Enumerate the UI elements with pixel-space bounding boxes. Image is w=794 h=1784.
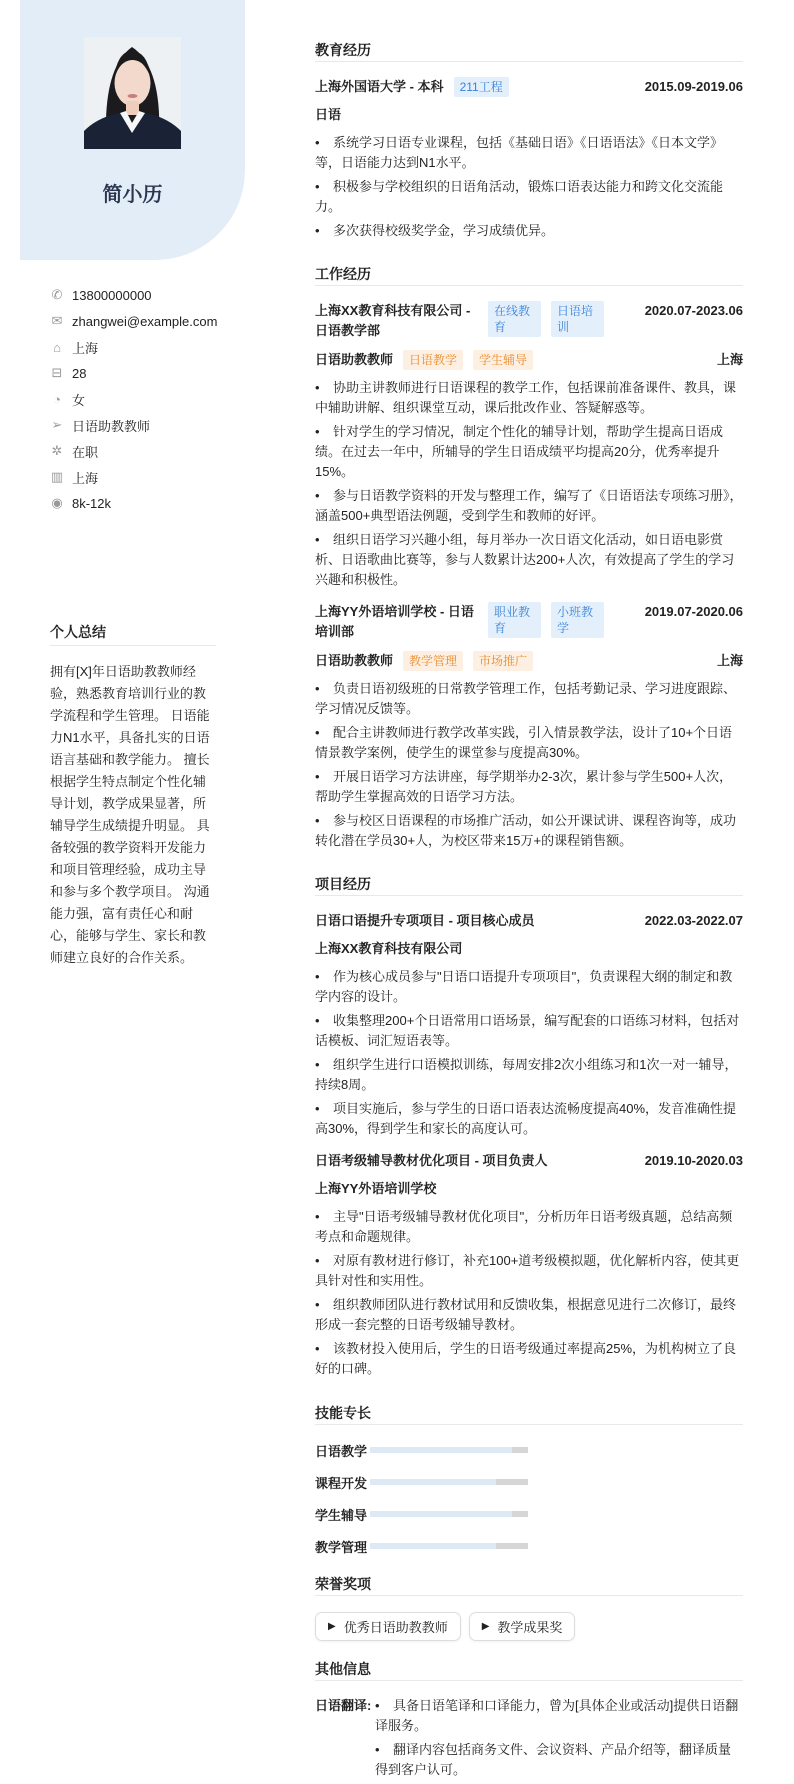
role-tag: 日语教学 — [403, 350, 463, 370]
company-tag: 在线教育 — [488, 301, 541, 337]
contact-value: zhangwei@example.com — [72, 313, 218, 329]
skills-list — [315, 1440, 743, 1568]
work-bullets — [315, 378, 743, 590]
contact-value: 日语助教教师 — [72, 418, 151, 434]
skill-item — [315, 1536, 536, 1556]
list-item: • 主导"日语考级辅导教材优化项目"，分析历年日语考级真题，总结高频考点和命题规律。 — [315, 1207, 743, 1247]
work-location: 上海 — [716, 352, 743, 367]
education-title: 教育经历 — [315, 40, 743, 62]
contact-value: 女 — [72, 392, 86, 408]
list-item: • 收集整理200+个日语常用口语场景，编写配套的口语练习材料，包括对话模板、词汇短语表等。 — [315, 1011, 743, 1051]
contact-email — [50, 308, 240, 334]
skill-bar — [370, 1447, 528, 1453]
project-header — [315, 911, 743, 931]
skill-bar-fill — [370, 1447, 512, 1453]
list-item: • 多次获得校级奖学金，学习成绩优异。 — [315, 221, 743, 241]
main-content — [315, 40, 743, 1784]
skills-title: 技能专长 — [315, 1403, 743, 1425]
company-name: 上海XX教育科技有限公司 - 日语教学部 — [315, 303, 471, 338]
building-icon: ▥ — [50, 469, 64, 484]
play-triangle-icon: ▶ — [328, 1621, 336, 1632]
skill-bar-fill — [370, 1479, 496, 1485]
project-name: 日语口语提升专项项目 - 项目核心成员 — [315, 913, 535, 928]
list-item: • 开展日语学习方法讲座，每学期举办2-3次，累计参与学生500+人次，帮助学生掌握高效的日语学习方法。 — [315, 767, 743, 807]
list-item: • 组织学生进行口语模拟训练，每周安排2次小组练习和1次一对一辅导，持续8周。 — [315, 1055, 743, 1095]
awards-list — [315, 1612, 743, 1641]
company-tag: 职业教育 — [488, 602, 541, 638]
project-org: 上海XX教育科技有限公司 — [315, 941, 463, 956]
contact-age — [50, 360, 240, 386]
project-name: 日语考级辅导教材优化项目 - 项目负责人 — [315, 1153, 548, 1168]
award-label: 教学成果奖 — [497, 1620, 563, 1635]
other-label: 日语翻译: — [315, 1698, 372, 1713]
company-tag: 小班教学 — [551, 602, 604, 638]
list-item: • 积极参与学校组织的日语角活动，锻炼口语表达能力和跨文化交流能力。 — [315, 177, 743, 217]
other-info — [315, 1696, 743, 1784]
list-item: • 负责日语初级班的日常教学管理工作，包括考勤记录、学习进度跟踪、学习情况反馈等。 — [315, 679, 743, 719]
contact-gender — [50, 386, 240, 412]
list-item: • 该教材投入使用后，学生的日语考级通过率提高25%，为机构树立了良好的口碑。 — [315, 1339, 743, 1379]
contact-job — [50, 412, 240, 438]
skill-bar — [370, 1543, 528, 1549]
contact-list — [50, 282, 240, 516]
status-icon: ✲ — [51, 443, 63, 458]
other-title: 其他信息 — [315, 1659, 743, 1681]
work-location: 上海 — [716, 653, 743, 668]
contact-value: 28 — [72, 365, 87, 381]
work-date: 2020.07-2023.06 — [644, 303, 743, 318]
play-triangle-icon: ▶ — [481, 1621, 490, 1632]
contact-city — [50, 464, 240, 490]
awards-title: 荣誉奖项 — [315, 1574, 743, 1596]
list-item: • 对原有教材进行修订，补充100+道考级模拟题，优化解析内容，使其更具针对性和实用性。 — [315, 1251, 743, 1291]
work-role-row — [315, 350, 743, 370]
send-icon: ➢ — [51, 417, 63, 432]
role-tag: 教学管理 — [403, 651, 463, 671]
company-name: 上海YY外语培训学校 - 日语培训部 — [315, 604, 474, 639]
project-bullets — [315, 967, 743, 1139]
work-title: 工作经历 — [315, 264, 743, 286]
contact-value: 在职 — [72, 444, 99, 460]
work-date: 2019.07-2020.06 — [644, 604, 743, 619]
project-org: 上海YY外语培训学校 — [315, 1181, 437, 1196]
contact-phone — [50, 282, 240, 308]
school-tag: 211工程 — [454, 77, 509, 97]
education-bullets — [315, 133, 743, 241]
phone-icon: ✆ — [51, 287, 63, 302]
projects-title: 项目经历 — [315, 874, 743, 896]
contact-location — [50, 334, 240, 360]
age-icon: ⊟ — [51, 365, 63, 380]
work-role-row — [315, 651, 743, 671]
skill-bar — [370, 1511, 528, 1517]
summary-text: 拥有[X]年日语助教教师经验，熟悉教育培训行业的教学流程和学生管理。 日语能力N1水平，具备扎实的日语语言基础和教学能力。 擅长根据学生特点制定个性化辅导计划，教学成果显著，所辅导学生成绩提升明显。 具备较强的教学资料开发能力和项目管理经验，成功主导和参与多个教学项目。 沟通能力强，富有责任心和耐心，能够与学生、家长和教师建立良好的合作关系。 — [50, 664, 210, 965]
list-item: • 协助主讲教师进行日语课程的教学工作，包括课前准备课件、教具，课中辅助讲解、组织课堂互动，课后批改作业、答疑解惑等。 — [315, 378, 743, 418]
list-item: • 翻译内容包括商务文件、会议资料、产品介绍等，翻译质量得到客户认可。 — [375, 1740, 743, 1780]
skill-name: 课程开发 — [315, 1475, 368, 1491]
contact-value: 上海 — [72, 340, 99, 356]
work-entry-header — [315, 301, 743, 341]
award-item[interactable] — [315, 1612, 461, 1641]
list-item: • 项目实施后，参与学生的日语口语表达流畅度提高40%，发音准确性提高30%，得到学生和家长的高度认可。 — [315, 1099, 743, 1139]
salary-icon: ◉ — [51, 495, 63, 510]
role-title: 日语助教教师 — [315, 352, 394, 367]
skill-bar-fill — [370, 1511, 512, 1517]
contact-salary — [50, 490, 240, 516]
other-bullets — [375, 1696, 743, 1784]
list-item: • 针对学生的学习情况，制定个性化的辅导计划，帮助学生提高日语成绩。在过去一年中，所辅导的学生日语成绩平均提高20分，优秀率提升15%。 — [315, 422, 743, 482]
role-tag: 学生辅导 — [473, 350, 533, 370]
home-icon: ⌂ — [53, 339, 61, 355]
award-item[interactable] — [469, 1612, 576, 1641]
skill-item — [315, 1504, 536, 1524]
list-item: • 参与日语教学资料的开发与整理工作，编写了《日语语法专项练习册》，涵盖500+典型语法例题，受到学生和教师的好评。 — [315, 486, 743, 526]
candidate-name: 简小历 — [102, 184, 163, 206]
list-item: • 作为核心成员参与"日语口语提升专项项目"，负责课程大纲的制定和教学内容的设计。 — [315, 967, 743, 1007]
contact-value: 上海 — [72, 470, 99, 486]
work-bullets — [315, 679, 743, 851]
company-tag: 日语培训 — [551, 301, 604, 337]
project-date: 2019.10-2020.03 — [644, 1153, 743, 1168]
skill-name: 学生辅导 — [315, 1507, 368, 1523]
gender-icon: ◔ — [53, 391, 61, 407]
skill-name: 日语教学 — [315, 1443, 368, 1459]
skill-item — [315, 1472, 536, 1492]
skill-item — [315, 1440, 536, 1460]
mail-icon: ✉ — [51, 313, 63, 328]
work-entry-header — [315, 602, 743, 642]
project-date: 2022.03-2022.07 — [644, 913, 743, 928]
education-entry-header — [315, 77, 743, 97]
role-tag: 市场推广 — [473, 651, 533, 671]
school-name: 上海外国语大学 - 本科 — [315, 79, 444, 94]
contact-status — [50, 438, 240, 464]
project-bullets — [315, 1207, 743, 1379]
summary-section — [50, 622, 216, 969]
list-item: • 组织教师团队进行教材试用和反馈收集，根据意见进行二次修订，最终形成一套完整的日语考级辅导教材。 — [315, 1295, 743, 1335]
list-item: • 参与校区日语课程的市场推广活动，如公开课试讲、课程咨询等，成功转化潜在学员30+人，为校区带来15万+的课程销售额。 — [315, 811, 743, 851]
profile-photo — [84, 37, 181, 149]
education-date: 2015.09-2019.06 — [644, 79, 743, 94]
skill-name: 教学管理 — [315, 1539, 368, 1555]
list-item: • 具备日语笔译和口译能力，曾为[具体企业或活动]提供日语翻译服务。 — [375, 1696, 743, 1736]
list-item: • 系统学习日语专业课程，包括《基础日语》《日语语法》《日本文学》等，日语能力达到N1水平。 — [315, 133, 743, 173]
contact-value: 8k-12k — [72, 495, 112, 511]
award-label: 优秀日语助教教师 — [343, 1620, 448, 1635]
contact-value: 13800000000 — [72, 287, 152, 303]
list-item: • 配合主讲教师进行教学改革实践，引入情景教学法，设计了10+个日语情景教学案例，使学生的课堂参与度提高30%。 — [315, 723, 743, 763]
summary-title: 个人总结 — [50, 622, 216, 646]
education-major: 日语 — [315, 107, 342, 122]
list-item: • 组织日语学习兴趣小组，每月举办一次日语文化活动，如日语电影赏析、日语歌曲比赛等，参与人数累计达200+人次，有效提高了学生的学习兴趣和积极性。 — [315, 530, 743, 590]
role-title: 日语助教教师 — [315, 653, 394, 668]
skill-bar-fill — [370, 1543, 496, 1549]
project-header — [315, 1151, 743, 1171]
skill-bar — [370, 1479, 528, 1485]
